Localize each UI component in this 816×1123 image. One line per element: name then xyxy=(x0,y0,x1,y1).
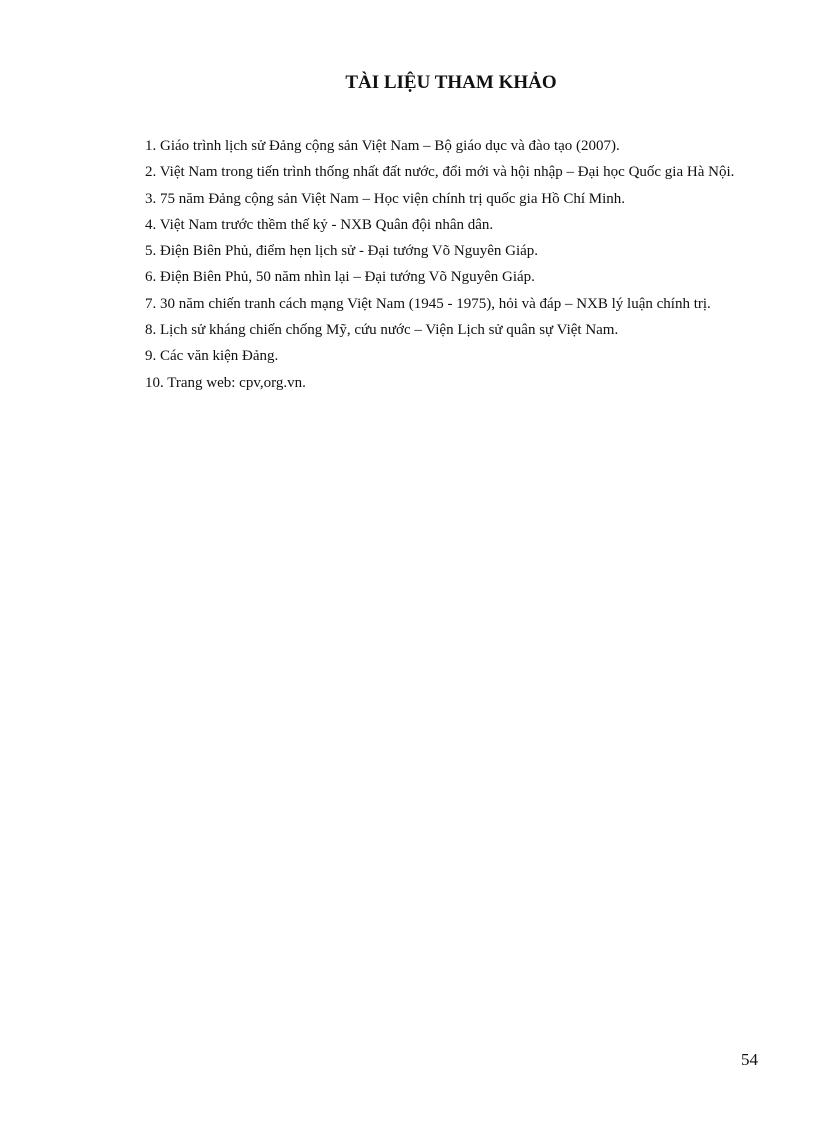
reference-item: 9. Các văn kiện Đảng. xyxy=(145,348,279,365)
page-title: TÀI LIỆU THAM KHẢO xyxy=(345,72,557,93)
reference-item: 8. Lịch sử kháng chiến chống Mỹ, cứu nước – Viện Lịch sử quân sự Việt Nam. xyxy=(145,322,619,339)
reference-item: 2. Việt Nam trong tiến trình thống nhất đất nước, đổi mới và hội nhập – Đại học Quốc gia Hà Nội. xyxy=(145,164,735,181)
reference-item: 4. Việt Nam trước thềm thế kỷ - NXB Quân đội nhân dân. xyxy=(145,216,494,233)
reference-item: 5. Điện Biên Phủ, điểm hẹn lịch sử - Đại tướng Võ Nguyên Giáp. xyxy=(145,243,539,260)
reference-item: 1. Giáo trình lịch sử Đảng cộng sản Việt Nam – Bộ giáo dục và đào tạo (2007). xyxy=(145,138,620,154)
reference-list xyxy=(145,133,757,396)
reference-item: 7. 30 năm chiến tranh cách mạng Việt Nam (1945 - 1975), hỏi và đáp – NXB lý luận chính trị. xyxy=(145,295,711,312)
page-number: 54 xyxy=(741,1050,758,1069)
reference-item: 3. 75 năm Đảng cộng sản Việt Nam – Học viện chính trị quốc gia Hồ Chí Minh. xyxy=(145,190,625,207)
reference-item: 6. Điện Biên Phủ, 50 năm nhìn lại – Đại tướng Võ Nguyên Giáp. xyxy=(145,269,535,286)
reference-item: 10. Trang web: cpv,org.vn. xyxy=(145,374,306,391)
